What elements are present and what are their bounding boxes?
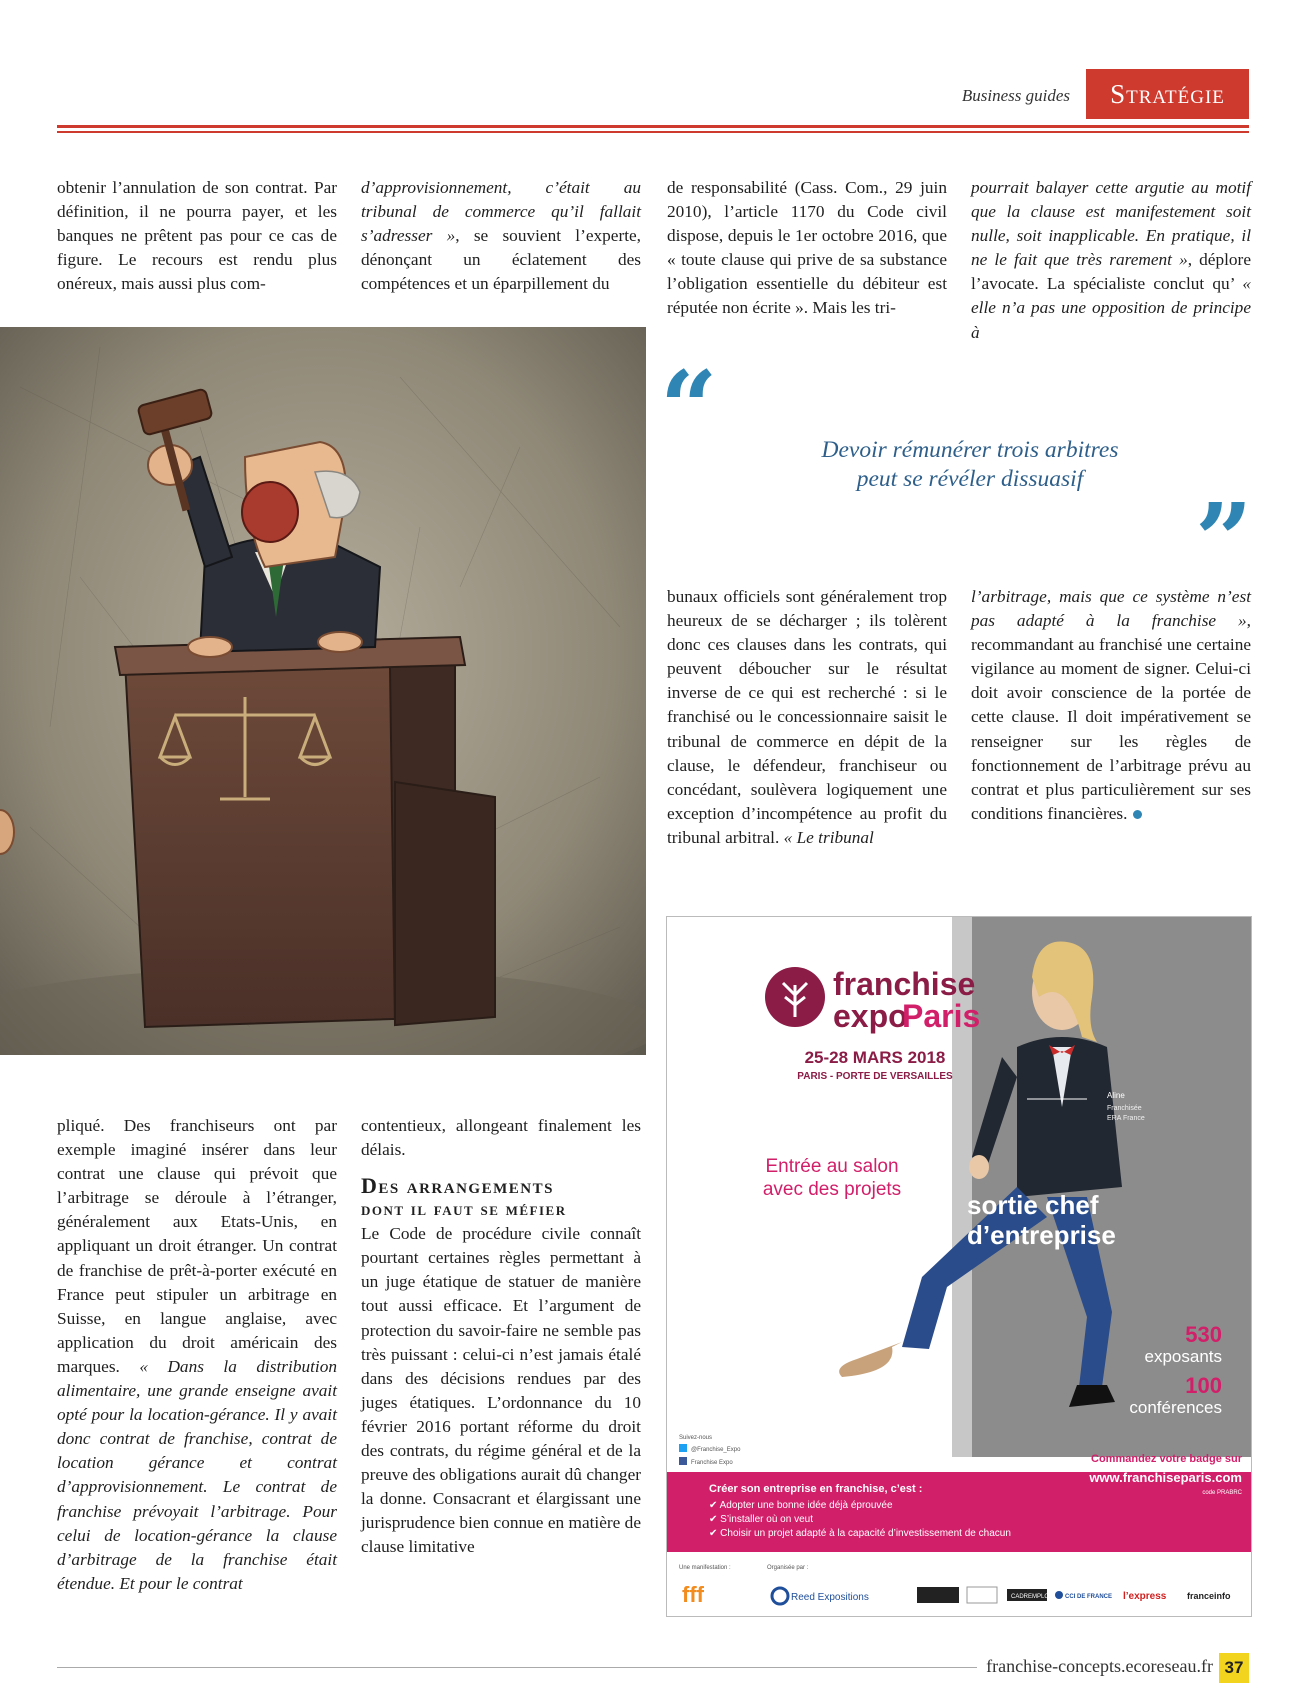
top-column-1-text: obtenir l’annulation de son contrat. Par définition, il ne pourra payer, et les banques ne prêtent pas pour ce cas de figure. Le recours est rendu plus onéreux, mais aussi plus com- [57,178,337,294]
ad-stat1-number: 530 [1185,1322,1222,1347]
bottom-column-2-intro: contentieux, allongeant finalement les délais. [361,1116,641,1160]
ad-brand-line1: franchise [833,966,976,1002]
subheading-line-1: Des arrangements [361,1173,554,1199]
pullquote-open-mark: “ [660,349,718,467]
section-subheading [361,1174,641,1222]
ad-logo-cci: CCI DE FRANCE [1065,1594,1113,1600]
article-end-dot [1133,810,1142,819]
middle-column-4-quote: l’arbitrage, mais que ce système n’est pas adapté à la franchise » [971,587,1251,631]
middle-column-3-quote: « Le tribunal [783,827,874,847]
ad-stat2-number: 100 [1185,1373,1222,1398]
ad-twitter-handle: @Franchise_Expo [691,1447,741,1453]
subheading-line-2: dont il faut se méfier [361,1199,567,1221]
ad-logo-express: l’express [1123,1591,1167,1602]
ad-footer-org: Organisée par : [767,1565,809,1571]
ad-dates: 25-28 MARS 2018 [804,1048,946,1067]
sponsor-logo-box [917,1587,959,1603]
middle-column-4-text: , recommandant au franchisé une certaine vigilance au moment de signer. Celui-ci doit avoir conscience de la portée de cette clause. Il doit impérativement se renseigner sur les règles de fonctionnement de l’arbitrage prévu au contrat et plus particulièrement sur ses conditions financières. [971,611,1251,823]
header-guides-label: Business guides [961,86,1070,105]
top-column-4 [971,176,1251,345]
judge-illustration [0,327,646,1055]
facebook-icon [679,1457,687,1465]
bottom-column-1 [57,1114,337,1596]
top-column-3 [667,176,947,321]
top-column-1 [57,176,337,296]
ad-banner-item2: ✔ S’installer où on veut [709,1514,813,1525]
ad-tagline2-line2: d’entreprise [967,1220,1116,1250]
ad-badge-url[interactable]: www.franchiseparis.com [1089,1470,1242,1485]
judge-illustration-svg [0,327,646,1055]
ad-brand-line2a: expo [833,998,908,1034]
pullquote-close-mark: ” [1195,481,1253,599]
middle-column-4 [971,585,1251,826]
ad-badge-line1: Commandez votre badge sur [1091,1453,1242,1465]
ad-logo-fff: fff [682,1582,704,1607]
ad-artwork [667,917,1252,1617]
pullquote [700,436,1240,494]
ad-tagline1-line1: Entrée au salon [765,1156,899,1177]
top-column-4-quote-2: « elle n’a pas une opposition de principe à [971,274,1251,342]
ad-stat2-label: conférences [1129,1398,1222,1417]
ad-follow-label: Suivez-nous [679,1435,713,1441]
expo-logo [765,966,980,1034]
ad-brand-line2b: Paris [902,998,981,1034]
header-rule [57,125,1249,128]
bottom-column-2-body: Le Code de procédure civile connaît pourtant certaines règles permettant à un juge étatique de statuer de manière tout aussi efficace. Et l’argument de protection du savoir-faire ne semble pas très puissant : celui-ci n’est jamais étalé dans des décisions rendues par des juges étatiques. L’ordonnance du 10 février 2016 portant réforme du droit des contrats, du régime général et de la preuve des obligations aurait dû changer la donne. Consacrant et élargissant une jurisprudence bien connue en matière de clause limitative [361,1224,641,1557]
top-column-3-text: de responsabilité (Cass. Com., 29 juin 2010), l’article 1170 du Code civil dispose, depuis le 1er octobre 2016, que « toute clause qui prive de sa substance l’obligation essentielle du débiteur est réputée non écrite ». Mais les tri- [667,178,947,318]
pullquote-line-2: peut se révéler dissuasif [856,466,1084,492]
top-column-4-text: , déplore l’avocate. La spécialiste conclut qu’ [971,250,1251,294]
pullquote-line-1: Devoir rémunérer trois arbitres [821,437,1119,463]
footer-rule [57,1667,977,1668]
ad-footer-manif: Une manifestation : [679,1565,731,1571]
header-rule-thin [57,131,1249,133]
ad-person-role1: Franchisée [1107,1105,1142,1112]
ad-logo-franceinfo: franceinfo [1187,1591,1231,1601]
ad-venue: PARIS - PORTE DE VERSAILLES [797,1071,953,1082]
middle-column-3-text: bunaux officiels sont généralement trop heureux de se décharger ; ils tolèrent donc ces clauses dans les contrats, qui peuvent déboucher sur le résultat inverse de ce qui est recherché : si le franchisé ou le concessionnaire saisit le tribunal de commerce en dépit de la clause, le défendeur, franchiseur ou concédant, soulèvera logiquement une exception d’incompétence au profit du tribunal arbitral. [667,587,947,847]
ad-person-role2: ERA France [1107,1115,1145,1122]
ad-badge-code: code PRABRC [1202,1490,1242,1496]
middle-column-3 [667,585,947,850]
page-number: 37 [1219,1653,1249,1683]
ad-facebook-handle: Franchise Expo [691,1460,733,1466]
ad-person-name: Aline [1107,1091,1125,1100]
cci-logo-icon [1055,1591,1063,1599]
sponsor-logo-box-2 [967,1587,997,1603]
ad-banner-item3: ✔ Choisir un projet adapté à la capacité d’investissement de chacun [709,1528,1011,1539]
top-column-2-quote: d’approvisionnement, c’était au tribunal de commerce qu’il fallait s’adresser » [361,178,641,246]
top-column-4-quote: pourrait balayer cette argutie au motif que la clause est manifestement soit nulle, soit inapplicable. En pratique, il ne le fait que très rarement » [971,178,1251,270]
top-column-2-text: , se souvient l’experte, dénonçant un éclatement des compétences et un éparpillement du [361,226,641,294]
ad-tagline1-line2: avec des projets [762,1179,902,1200]
top-column-2 [361,176,641,296]
bottom-column-1-quote: « Dans la distribution alimentaire, une grande enseigne avait opté pour la location-gérance. Il y avait donc contrat de franchise, contrat de location gérance et contrat d’approvisionnement. Le contrat de franchise prévoyait l’arbitrage. Pour celui de location-gérance la clause d’arbitrage de la franchise était étendue. Et pour le contrat [57,1356,337,1593]
bottom-column-2 [361,1114,641,1560]
ad-banner-item1: ✔ Adopter une bonne idée déjà éprouvée [709,1500,893,1511]
footer-website[interactable]: franchise-concepts.ecoreseau.fr [986,1656,1213,1676]
twitter-icon [679,1444,687,1452]
bottom-column-1-text: pliqué. Des franchiseurs ont par exemple imaginé insérer dans leur contrat une clause qui prévoit que l’arbitrage se déroule à l’étranger, généralement aux Etats-Unis, en appliquant un droit étranger. Un contrat de franchise de prêt-à-porter exécuté en France peut stipuler un arbitrage en Suisse, en langue anglaise, avec application du droit américain des marques. [57,1116,337,1376]
ad-banner-title: Créer son entreprise en franchise, c’est : [709,1483,923,1495]
ad-logo-reed: Reed Expositions [791,1592,869,1603]
ad-logo-cadremploi: CADREMPLOI [1011,1594,1051,1600]
ad-tagline2-line1: sortie chef [967,1190,1099,1220]
ad-stat1-label: exposants [1144,1347,1222,1366]
section-title: Stratégie [1086,69,1249,119]
franchise-expo-advertisement[interactable] [666,916,1252,1617]
